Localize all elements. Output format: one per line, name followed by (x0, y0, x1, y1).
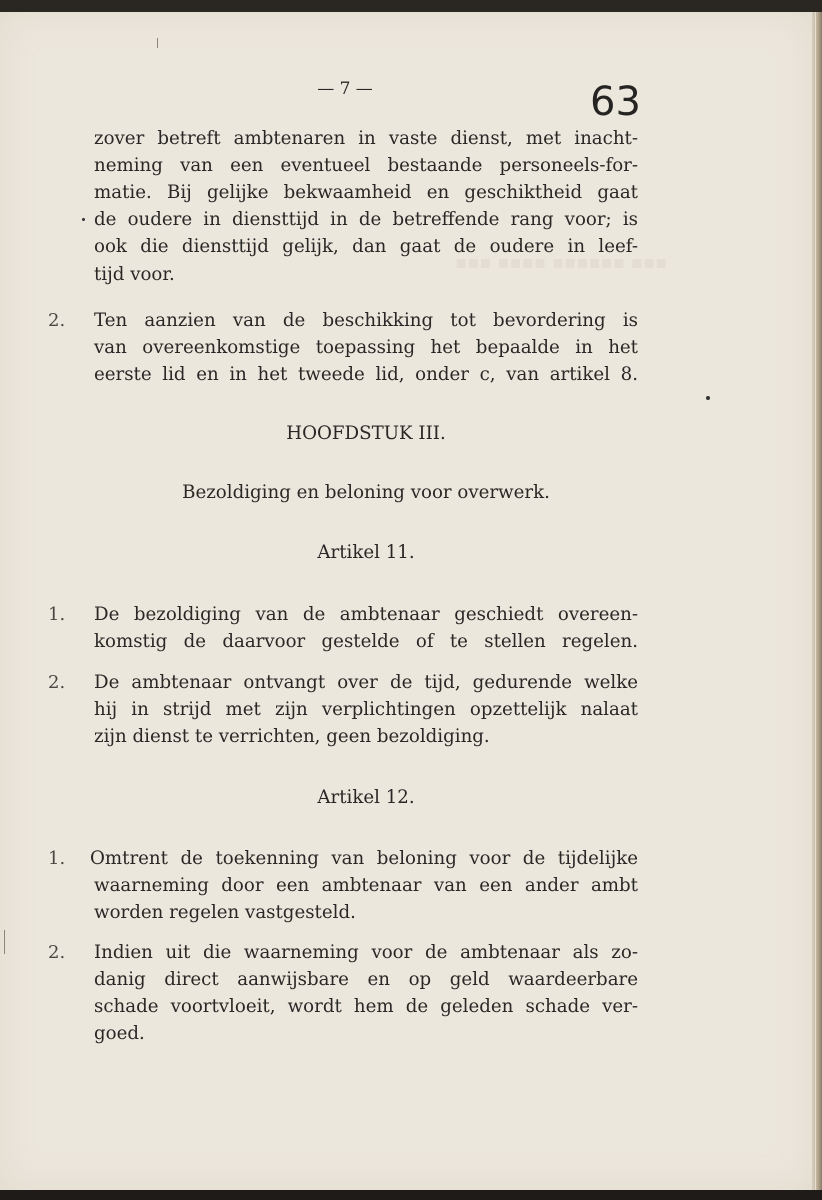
text-line: goed. (94, 1023, 145, 1044)
chapter-title: HOOFDSTUK III. (286, 423, 446, 444)
text-line: hij in strijd met zijn verplichtingen opzettelijk nalaat (94, 699, 638, 720)
text-line: komstig de daarvoor gestelde of te stellen regelen. (94, 631, 638, 652)
article-12-title: Artikel 12. (317, 787, 415, 808)
text-line: Omtrent de toekenning van beloning voor de tijdelijke (90, 848, 638, 869)
article-11-title: Artikel 11. (317, 542, 415, 563)
item-number: 2. (48, 672, 66, 693)
bleed-through: ▪▪▪ ▪▪▪▪ ▪▪▪▪▪▪ ▪▪▪ (455, 252, 668, 273)
text-line: tijd voor. (94, 264, 175, 285)
text-line: eerste lid en in het tweede lid, onder c, van artikel 8. (94, 364, 638, 385)
item-number: 1. (48, 848, 66, 869)
page-stamp-number: 63 (590, 79, 641, 125)
text-line: worden regelen vastgesteld. (94, 902, 356, 923)
item-number: 1. (48, 604, 66, 625)
text-line: de oudere in diensttijd in de betreffende rang voor; is (94, 209, 638, 230)
text-line: Ten aanzien van de beschikking tot bevordering is (94, 310, 638, 331)
chapter-subtitle: Bezoldiging en beloning voor overwerk. (182, 482, 550, 503)
text-line: ook die diensttijd gelijk, dan gaat de oudere in leef- (94, 236, 638, 257)
page-number: — 7 — (317, 79, 373, 99)
text-line: danig direct aanwijsbare en op geld waardeerbare (94, 969, 638, 990)
margin-dot (82, 218, 85, 221)
text-line: De ambtenaar ontvangt over de tijd, gedurende welke (94, 672, 638, 693)
scan-border (0, 1190, 822, 1200)
scan-mark (157, 38, 158, 48)
text-line: matie. Bij gelijke bekwaamheid en geschiktheid gaat (94, 182, 638, 203)
text-line: zover betreft ambtenaren in vaste dienst, met inacht- (94, 128, 638, 149)
scan-mark (4, 930, 5, 954)
item-number: 2. (48, 942, 66, 963)
item-number: 2. (48, 310, 66, 331)
margin-dot (706, 396, 710, 400)
text-line: zijn dienst te verrichten, geen bezoldiging. (94, 726, 490, 747)
text-line: neming van een eventueel bestaande personeels-for- (94, 155, 638, 176)
page-edge (812, 12, 822, 1190)
text-line: De bezoldiging van de ambtenaar geschiedt overeen- (94, 604, 638, 625)
text-line: schade voortvloeit, wordt hem de geleden schade ver- (94, 996, 638, 1017)
text-line: Indien uit die waarneming voor de ambtenaar als zo- (94, 942, 638, 963)
text-line: van overeenkomstige toepassing het bepaalde in het (94, 337, 638, 358)
text-line: waarneming door een ambtenaar van een ander ambt (94, 875, 638, 896)
